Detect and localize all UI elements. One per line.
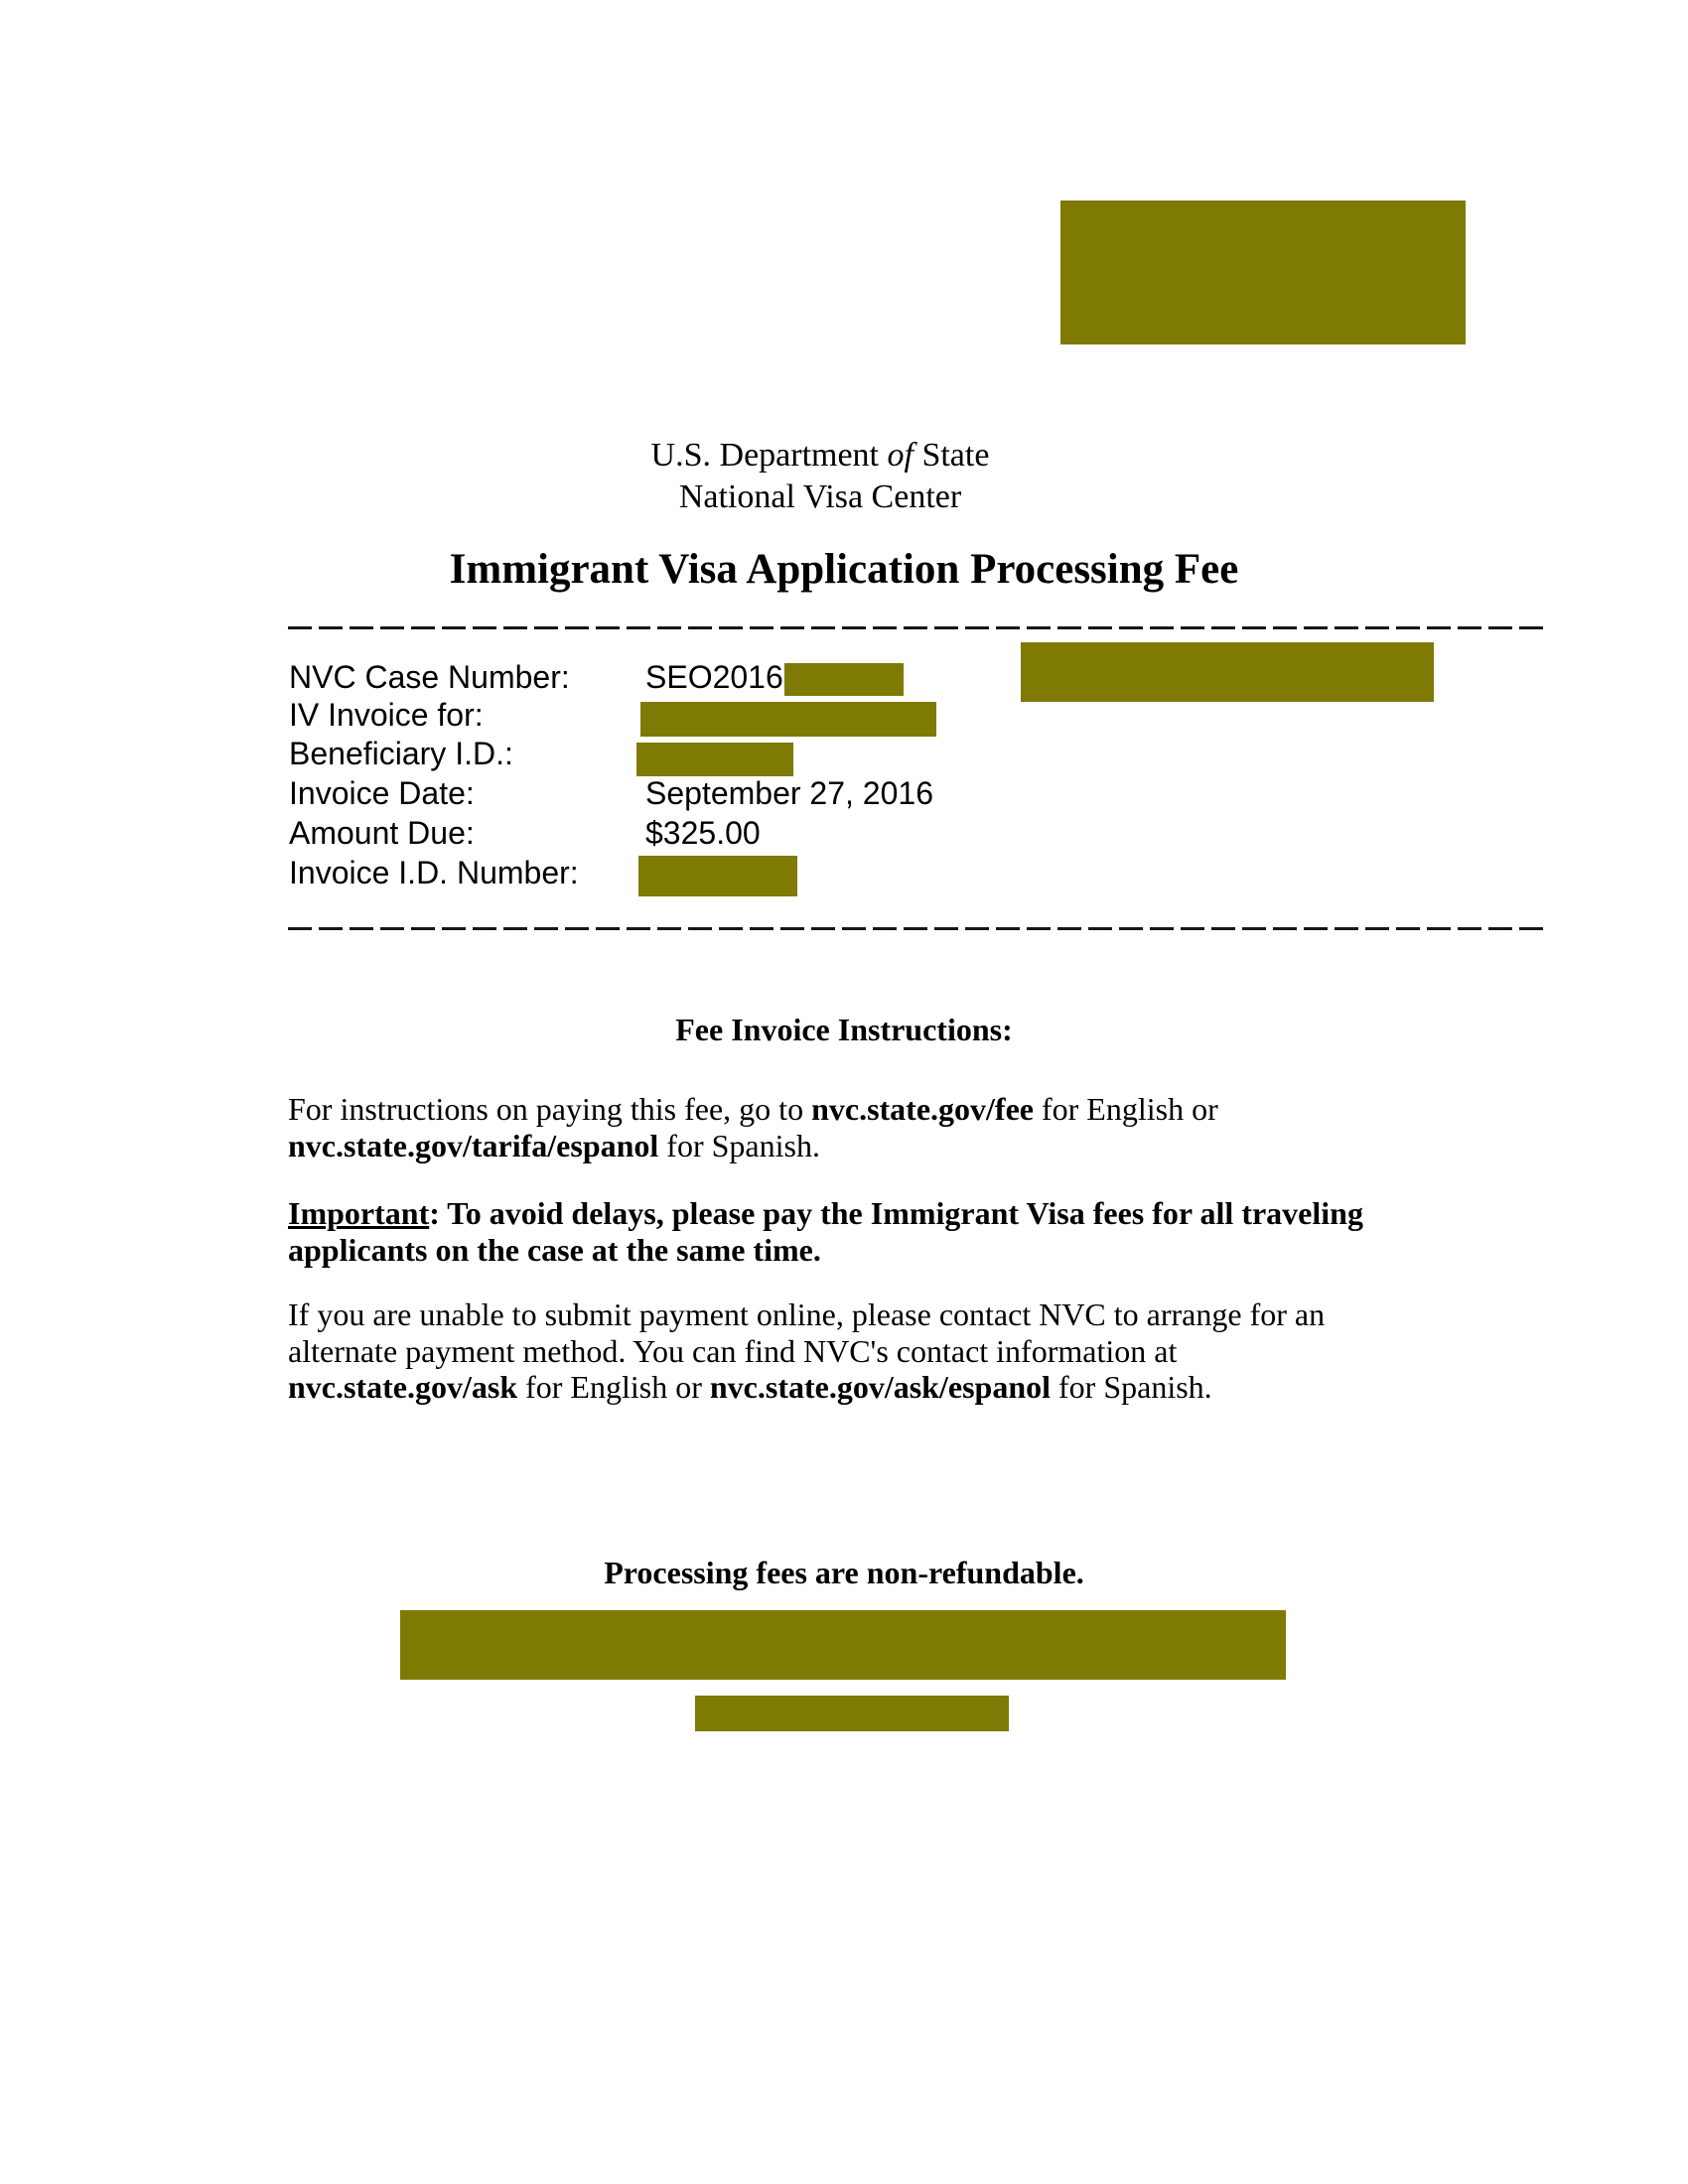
- text-run: If you are unable to submit payment online, please contact NVC to arrange for an alternate payment method. You can find NVC's contact information at: [288, 1297, 1326, 1369]
- org-division-line: National Visa Center: [678, 478, 962, 515]
- redaction-block-beneficiary-id: [636, 743, 793, 776]
- field-label: NVC Case Number:: [289, 659, 570, 695]
- redaction-block-invoice-id: [638, 856, 797, 896]
- dashed-separator-top: [288, 626, 1545, 629]
- url-nvc-ask: nvc.state.gov/ask: [288, 1369, 518, 1405]
- redaction-block-top-right: [1060, 201, 1466, 344]
- field-value: September 27, 2016: [645, 775, 933, 811]
- field-label: Invoice I.D. Number:: [289, 855, 579, 890]
- redaction-block-case-row-right: [1021, 642, 1434, 702]
- non-refundable-note: Processing fees are non-refundable.: [604, 1555, 1084, 1590]
- redaction-block-iv-invoice-for: [640, 702, 936, 737]
- redaction-block-case-number: [784, 663, 904, 696]
- text-run: for English or: [1033, 1091, 1218, 1127]
- org-name-pre: U.S. Department: [650, 437, 888, 474]
- org-name-post: State: [913, 437, 990, 474]
- field-label: Beneficiary I.D.:: [289, 736, 513, 771]
- url-nvc-tarifa-espanol: nvc.state.gov/tarifa/espanol: [288, 1127, 659, 1163]
- text-run: for English or: [517, 1369, 710, 1405]
- field-label: Amount Due:: [289, 815, 475, 851]
- field-row-iv-invoice-for: [289, 696, 484, 734]
- org-name-line: [0, 435, 1640, 477]
- org-name-of: of: [887, 437, 914, 474]
- field-row-beneficiary-id: [289, 735, 513, 772]
- instructions-paragraph-contact: [288, 1297, 1410, 1406]
- redaction-block-bottom-wide: [400, 1610, 1286, 1680]
- text-run: For instructions on paying this fee, go to: [288, 1091, 812, 1127]
- url-nvc-ask-espanol: nvc.state.gov/ask/espanol: [709, 1369, 1051, 1405]
- page-title: Immigrant Visa Application Processing Fee: [449, 546, 1239, 593]
- url-nvc-fee: nvc.state.gov/fee: [811, 1091, 1034, 1127]
- instructions-paragraph-payment: [288, 1091, 1410, 1163]
- field-value: $325.00: [645, 815, 761, 851]
- field-label: Invoice Date:: [289, 775, 475, 811]
- org-header: [0, 435, 1640, 518]
- redaction-block-bottom-small: [695, 1696, 1009, 1731]
- instructions-paragraph-important: [288, 1195, 1410, 1268]
- text-run: : To avoid delays, please pay the Immigrant Visa fees for all traveling applicants on the case at the same time.: [288, 1195, 1363, 1268]
- field-row-amount-due: [289, 814, 761, 852]
- dashed-separator-bottom: [288, 927, 1545, 930]
- instructions-heading: Fee Invoice Instructions:: [675, 1012, 1013, 1047]
- text-run: for Spanish.: [658, 1127, 820, 1163]
- field-value: SEO2016: [645, 659, 783, 695]
- field-label: IV Invoice for:: [289, 697, 484, 733]
- field-row-nvc-case-number: [289, 658, 783, 696]
- field-row-invoice-id-number: [289, 854, 579, 891]
- field-row-invoice-date: [289, 774, 933, 812]
- text-run: for Spanish.: [1051, 1369, 1212, 1405]
- important-label: Important: [288, 1195, 430, 1231]
